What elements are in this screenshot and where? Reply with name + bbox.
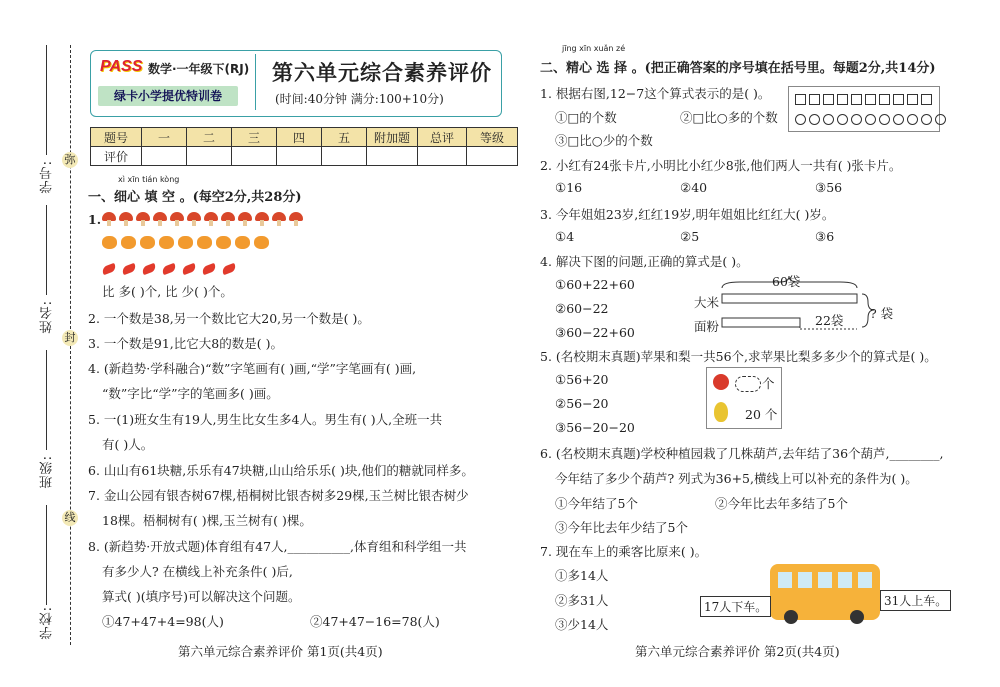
pepper-row <box>102 261 242 276</box>
choice-7-question: 7. 现在车上的乘客比原来( )。 <box>540 544 708 559</box>
pumpkin-row <box>102 236 273 252</box>
seal-char: 线 <box>62 510 78 526</box>
question-6: 6. 山山有61块糖,乐乐有47块糖,山山给乐乐( )块,他们的糖就同样多。 <box>88 463 474 478</box>
apple-icon <box>713 374 729 390</box>
mushroom-icon <box>170 212 184 226</box>
mushroom-icon <box>136 212 150 226</box>
question-3: 3. 一个数是91,比它大8的数是( )。 <box>88 336 283 351</box>
choice-6-option-1: ①今年结了5个 <box>555 496 638 511</box>
score-header: 题号 <box>91 128 142 147</box>
pepper-icon <box>221 263 237 275</box>
diagram-question-label: ? 袋 <box>870 306 894 321</box>
choice-4-question: 4. 解决下图的问题,正确的算式是( )。 <box>540 254 749 269</box>
choice-6-line2: 今年结了多少个葫芦? 列式为36+5,横线上可以补充的条件为( )。 <box>555 471 918 486</box>
choice-2-option-3: ③56 <box>815 180 843 195</box>
choice-5-option-3: ③56−20−20 <box>555 420 635 435</box>
pepper-icon <box>141 263 157 275</box>
section-pinyin: jīng xīn xuǎn zé <box>562 44 626 53</box>
school-label: 学校: <box>40 606 55 640</box>
choice-7-option-2: ②多31人 <box>555 593 609 608</box>
series-label: 绿卡小学提优特训卷 <box>98 86 238 106</box>
mushroom-icon <box>289 212 303 226</box>
score-header: 总评 <box>418 128 467 147</box>
mushroom-icon <box>238 212 252 226</box>
pepper-icon <box>181 263 197 275</box>
score-cell[interactable] <box>142 147 187 166</box>
q1-text: 比 多( )个, 比 少( )个。 <box>102 284 233 299</box>
mushroom-icon <box>187 212 201 226</box>
time-score-info: (时间:40分钟 满分:100+10分) <box>275 92 444 106</box>
mushroom-icon <box>204 212 218 226</box>
diagram-flour-label: 面粉 <box>694 319 720 334</box>
choice-4-option-1: ①60+22+60 <box>555 277 635 292</box>
question-number: 1. <box>88 212 102 227</box>
choice-7-option-3: ③少14人 <box>555 617 609 632</box>
pumpkin-icon <box>235 236 250 249</box>
choice-7-option-1: ①多14人 <box>555 568 609 583</box>
apple-count-label: 个 <box>762 376 775 391</box>
score-cell[interactable] <box>467 147 518 166</box>
mushroom-row <box>102 212 306 229</box>
pumpkin-icon <box>121 236 136 249</box>
margin-rule <box>46 350 47 450</box>
choice-5-question: 5. (名校期末真题)苹果和梨一共56个,求苹果比梨多多少个的算式是( )。 <box>540 349 937 364</box>
mushroom-icon <box>102 212 116 226</box>
choice-5-option-1: ①56+20 <box>555 372 609 387</box>
choice-1-question: 1. 根据右图,12−7这个算式表示的是( )。 <box>540 86 771 101</box>
circle-row <box>795 113 949 128</box>
seal-char: 弥 <box>62 152 78 168</box>
score-header: 三 <box>232 128 277 147</box>
score-header: 四 <box>277 128 322 147</box>
choice-4-option-2: ②60−22 <box>555 301 609 316</box>
class-label: 班级: <box>40 455 55 489</box>
choice-3-option-3: ③6 <box>815 229 835 244</box>
score-row-label: 评价 <box>91 147 142 166</box>
diagram-rice-label: 大米 <box>694 295 720 310</box>
question-4-line2: “数”字比“学”字的笔画多( )画。 <box>102 386 279 401</box>
name-label: 姓名: <box>40 300 55 334</box>
pumpkin-icon <box>216 236 231 249</box>
score-header: 一 <box>142 128 187 147</box>
section-pinyin: xì xīn tián kòng <box>118 175 180 184</box>
wheel-icon <box>850 610 864 624</box>
question-8-line1: 8. (新趋势·开放式题)体育组有47人,__________,体育组和科学组一共 <box>88 539 467 554</box>
score-table <box>90 127 518 166</box>
pear-count-label: 20 个 <box>745 407 778 422</box>
footer-right: 第六单元综合素养评价 第2页(共4页) <box>635 644 840 659</box>
question-7-line1: 7. 金山公园有银杏树67棵,梧桐树比银杏树多29棵,玉兰树比银杏树少 <box>88 488 469 503</box>
q8-option-2: ②47+47−16=78(人) <box>310 614 440 629</box>
pepper-icon <box>101 263 117 275</box>
margin-rule <box>46 45 47 155</box>
choice-5-option-2: ②56−20 <box>555 396 609 411</box>
choice-1-option-3: ③□比○少的个数 <box>555 133 653 148</box>
cloud-icon <box>735 376 761 392</box>
choice-3-option-2: ②5 <box>680 229 700 244</box>
pumpkin-icon <box>197 236 212 249</box>
choice-6-option-2: ②今年比去年多结了5个 <box>715 496 848 511</box>
pumpkin-icon <box>102 236 117 249</box>
score-cell[interactable] <box>367 147 418 166</box>
score-cell[interactable] <box>277 147 322 166</box>
margin-rule <box>46 205 47 295</box>
wheel-icon <box>784 610 798 624</box>
footer-left: 第六单元综合素养评价 第1页(共4页) <box>178 644 383 659</box>
getting-off-bubble: 17人下车。 <box>700 596 771 617</box>
bus-illustration <box>770 564 880 620</box>
diagram-60-label: 60袋 <box>772 274 801 289</box>
choice-3-option-1: ①4 <box>555 229 575 244</box>
seal-char: 封 <box>62 330 78 346</box>
choice-2-option-2: ②40 <box>680 180 708 195</box>
header-divider <box>255 54 256 110</box>
section-title: 二、精心 选 择 。(把正确答案的序号填在括号里。每题2分,共14分) <box>540 61 936 76</box>
mushroom-icon <box>272 212 286 226</box>
question-8-line2: 有多少人? 在横线上补充条件( )后, <box>102 564 293 579</box>
choice-2-option-1: ①16 <box>555 180 583 195</box>
score-cell[interactable] <box>232 147 277 166</box>
choice-3-question: 3. 今年姐姐23岁,红红19岁,明年姐姐比红红大( )岁。 <box>540 207 835 222</box>
margin-rule <box>46 505 47 605</box>
fruit-figure <box>706 367 782 429</box>
score-header: 五 <box>322 128 367 147</box>
getting-on-bubble: 31人上车。 <box>880 590 951 611</box>
question-7-line2: 18棵。梧桐树有( )棵,玉兰树有( )棵。 <box>102 513 312 528</box>
q8-option-1: ①47+47+4=98(人) <box>102 614 224 629</box>
score-cell[interactable] <box>187 147 232 166</box>
square-circle-figure <box>788 86 940 132</box>
section-title: 一、细心 填 空 。(每空2分,共28分) <box>88 190 302 205</box>
question-5-line2: 有( )人。 <box>102 437 154 452</box>
pumpkin-icon <box>140 236 155 249</box>
choice-6-line1: 6. (名校期末真题)学校种植园栽了几株葫芦,去年结了36个葫芦,________, <box>540 446 944 461</box>
choice-6-option-3: ③今年比去年少结了5个 <box>555 520 688 535</box>
choice-4-option-3: ③60−22+60 <box>555 325 635 340</box>
mushroom-icon <box>119 212 133 226</box>
question-2: 2. 一个数是38,另一个数比它大20,另一个数是( )。 <box>88 311 370 326</box>
score-header: 二 <box>187 128 232 147</box>
subject-label: 数学·一年级下(RJ) <box>148 62 250 76</box>
question-8-line3: 算式( )(填序号)可以解决这个问题。 <box>102 589 301 604</box>
page-title: 第六单元综合素养评价 <box>272 60 492 85</box>
score-cell[interactable] <box>418 147 467 166</box>
square-row <box>795 93 935 108</box>
mushroom-icon <box>153 212 167 226</box>
diagram-22-label: 22袋 <box>815 313 844 328</box>
pear-icon <box>714 402 728 422</box>
choice-2-question: 2. 小红有24张卡片,小明比小红少8张,他们两人一共有( )张卡片。 <box>540 158 902 173</box>
pepper-icon <box>161 263 177 275</box>
pepper-icon <box>201 263 217 275</box>
mushroom-icon <box>255 212 269 226</box>
brand-logo: PASS <box>100 58 143 75</box>
question-5-line1: 5. 一(1)班女生有19人,男生比女生多4人。男生有( )人,全班一共 <box>88 412 443 427</box>
score-header: 附加题 <box>367 128 418 147</box>
score-header: 等级 <box>467 128 518 147</box>
pumpkin-icon <box>178 236 193 249</box>
pepper-icon <box>121 263 137 275</box>
student-id-label: 学号: <box>40 160 55 194</box>
choice-1-option-1: ①□的个数 <box>555 110 617 125</box>
score-cell[interactable] <box>322 147 367 166</box>
pumpkin-icon <box>159 236 174 249</box>
pumpkin-icon <box>254 236 269 249</box>
mushroom-icon <box>221 212 235 226</box>
choice-1-option-2: ②□比○多的个数 <box>680 110 778 125</box>
question-4-line1: 4. (新趋势·学科融合)“数”字笔画有( )画,“学”字笔画有( )画, <box>88 361 417 376</box>
